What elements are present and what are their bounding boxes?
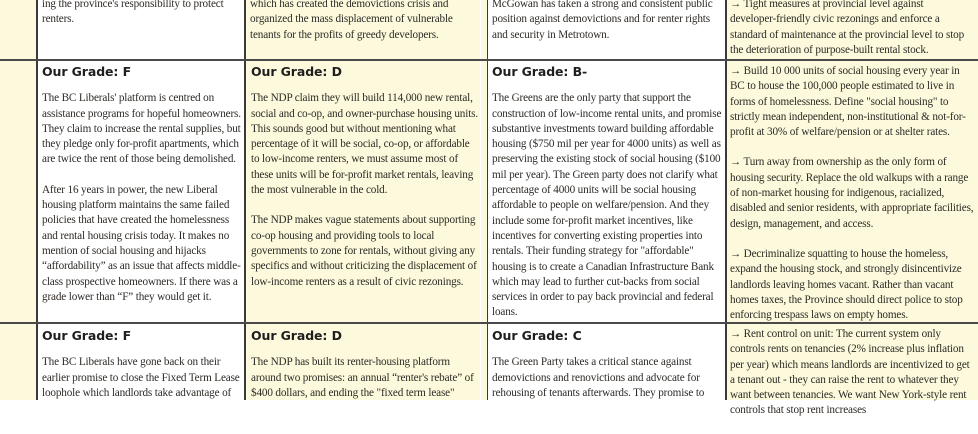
cell-text: The NDP claim they will build 114,000 new rental, social and co-op, and owner-purchase housing units. This sounds good but without mentioning what percentage of it will be social, co-op, or affordable to low-income renters, we must assume most of these units will be for-profit market rentals, leaving the most vulnerable in the cold. <box>251 92 479 197</box>
grade-label: Our Grade: F <box>42 64 132 79</box>
grade-label: Our Grade: B- <box>492 64 588 79</box>
cell-text: ing the province's responsibility to protect renters. <box>42 0 224 26</box>
grade-label: Our Grade: C <box>492 328 582 343</box>
cell-text: The BC Liberals have gone back on their earlier promise to close the Fixed Term Lease loophole which landlords take advantage of <box>42 356 240 399</box>
cell-text: McGowan has taken a strong and consistent public position against demovictions and for renter rights and security in Metrotown. <box>492 0 713 41</box>
demand-item: → Turn away from ownership as the only form of housing security. Replace the old walkups with a range of non-market housing for indigenous, racialized, disabled and senior residents, with appropriate facilities, design, management, and access. <box>730 156 974 230</box>
cell-liberal-row2 <box>42 328 248 416</box>
cell-text: which has created the demovictions crisis and organized the mass displacement of vulnerable tenants for the profits of greedy developers. <box>250 0 453 41</box>
cell-green-row2 <box>492 328 732 416</box>
cell-liberal-row1 <box>42 64 248 320</box>
cell-text: The NDP makes vague statements about supporting co-op housing and providing tools to local governments to zone for rentals, without giving any specifics and without criticizing the displacement of low-income renters as a result of civic rezonings. <box>251 214 477 288</box>
cell-demands-row1 <box>730 64 978 338</box>
cell-green-row1 <box>492 64 732 336</box>
grade-label: Our Grade: F <box>42 328 132 343</box>
cell-text: The NDP has built its renter-housing platform around two promises: an annual “renter's rebate” of $400 dollars, and ending the "fixed term lease" <box>251 356 474 399</box>
cell-demands-row0 <box>730 0 978 73</box>
cell-ndp-row1 <box>251 64 485 305</box>
cell-text: The BC Liberals' platform is centred on assistance programs for hopeful homeowners. They claim to increase the rental supplies, but they pledge only for-profit apartments, which are twice the rent of those being demolished. <box>42 92 241 166</box>
cell-text: The Greens are the only party that support the construction of low-income rental units, and promise substantive investments toward building affordable housing ($750 mil per year for 4000 units) as well as preserving the existing stock of social housing ($100 mil per year). The Green party does not clarify what percentage of 4000 units will be social housing affordable to people on welfare/pension. And they include some for-profit market incentives, like incentives for converting existing properties into rentals. Their funding strategy for "affordable" housing is to create a Canadian Infrastructure Bank which may lead to further cut-backs from social services in order to pay back provincial and federal loans. <box>492 92 722 319</box>
cell-ndp-row0 <box>250 0 482 58</box>
cell-ndp-row2 <box>251 328 485 416</box>
grade-label: Our Grade: D <box>251 328 342 343</box>
demand-item: → Decriminalize squatting to house the homeless, expand the housing stock, and strongly disincentivize landlords leaving homes vacant. Rather than vacant homes taxes, the Province should direct police to stop enforcing trespass laws on empty homes. <box>730 247 963 322</box>
demand-item: → Build 10 000 units of social housing every year in BC to house the 100,000 people estimated to live in forms of homelessness. Define "social housing" to strictly mean independent, non-institutional & not-for-profit at 30% of welfare/pension or at shelter rates. <box>730 65 966 139</box>
cell-text: After 16 years in power, the new Liberal housing platform maintains the same failed policies that have created the homelessness and rental housing crisis today. It makes no mention of social housing and hijacks “affordability” as an issue that affects middle-class prospective homeowners. If there was a grade lower than “F” they would get it. <box>42 183 241 303</box>
cell-green-row0 <box>492 0 728 58</box>
cell-liberal-row0 <box>42 0 244 43</box>
cell-demands-row2 <box>730 327 978 434</box>
grade-label: Our Grade: D <box>251 64 342 79</box>
cell-text: The Green Party takes a critical stance against demovictions and renovictions and advocate for rehousing of tenants afterwards. They promise to <box>492 356 705 399</box>
demand-item: → Rent control on unit: The current system only controls rents on tenancies (2% increase plus inflation per year) which means landlords are incentivized to get a tenant out - they can raise the rent to whatever they want between tenancies. We want New York-style rent controls that stop rent increases <box>730 328 970 417</box>
cell-text: → Tight measures at provincial level against developer-friendly civic rezonings and enforce a standard of maintenance at the provincial level to stop the deterioration of purpose-built rental stock. <box>730 0 965 56</box>
